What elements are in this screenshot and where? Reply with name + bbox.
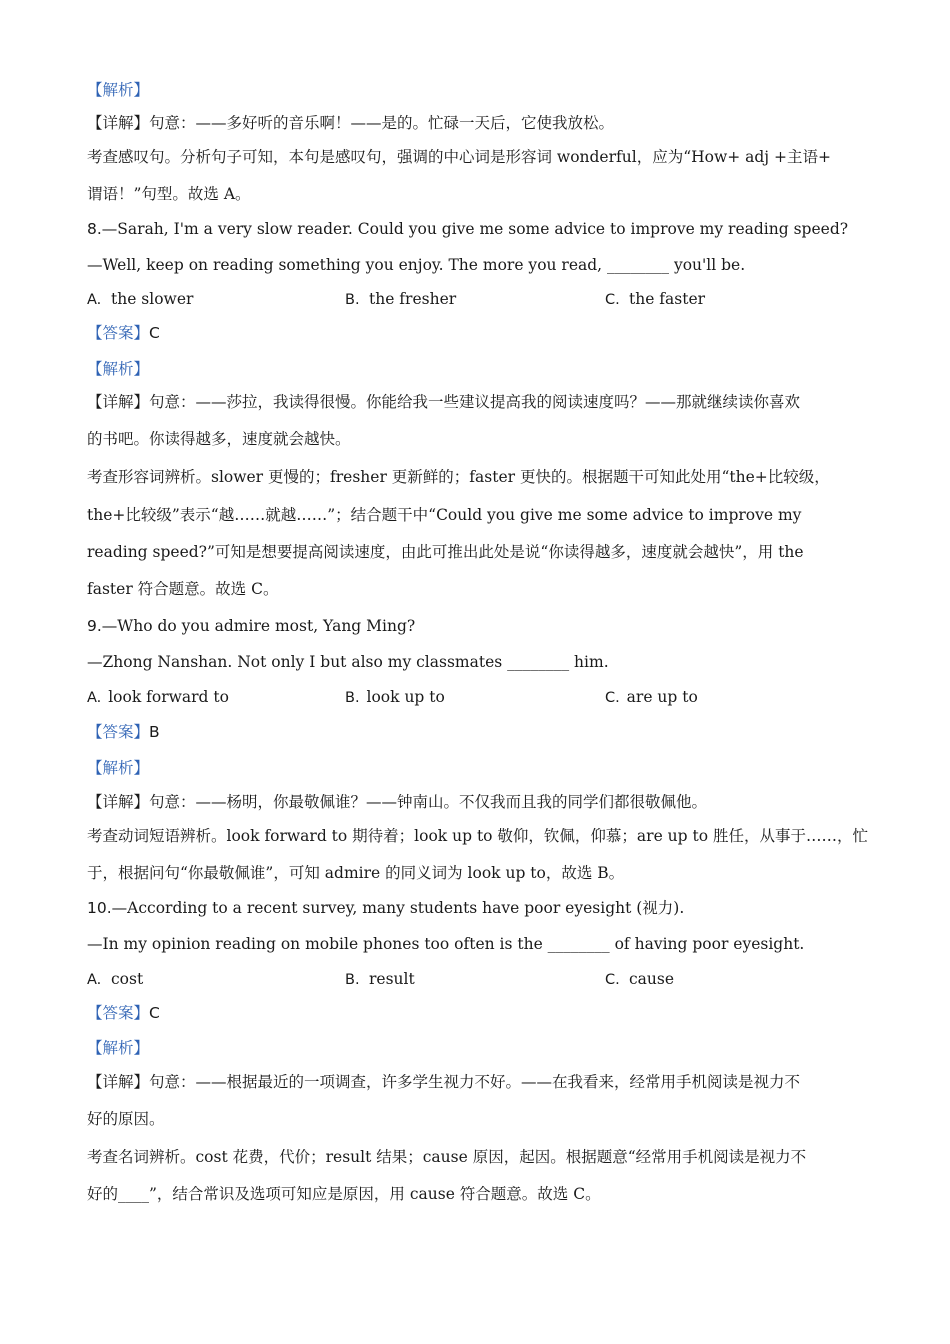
stem-text: —Sarah, I'm a very slow reader. Could you give me some advice to improve my reading speed? bbox=[101, 220, 849, 238]
detail-tag: 【详解】 bbox=[87, 393, 150, 411]
detail-text: 句意：——莎拉，我读得很慢。你能给我一些建议提高我的阅读速度吗？——那就继续读你喜欢 bbox=[149, 393, 801, 411]
answer-line bbox=[87, 722, 160, 742]
question-stem-line: —Well, keep on reading something you enjoy. The more you read, ________ you'll be. bbox=[87, 256, 746, 274]
answer-value: C bbox=[149, 324, 160, 342]
question-stem bbox=[87, 898, 684, 918]
stem-text: —According to a recent survey, many students have poor eyesight (视力). bbox=[111, 899, 685, 917]
explanation-line: 谓语！”句型。故选 A。 bbox=[87, 185, 251, 203]
option-b bbox=[345, 289, 456, 310]
option-a bbox=[87, 687, 229, 708]
option-letter: A. bbox=[87, 972, 102, 988]
option-letter: C. bbox=[605, 690, 620, 706]
question-number: 10. bbox=[87, 899, 112, 917]
option-letter: C. bbox=[605, 292, 620, 308]
detail-line: 的书吧。你读得越多，速度就会越快。 bbox=[87, 430, 351, 448]
detail-tag: 【详解】 bbox=[87, 793, 150, 811]
explanation-line: reading speed?”可知是想要提高阅读速度，由此可推出此处是说“你读得越多，速度就会越快”，用 the bbox=[87, 543, 804, 561]
analysis-tag: 【解析】 bbox=[87, 1039, 150, 1057]
question-number: 8. bbox=[87, 220, 102, 238]
detail-text: 句意：——杨明，你最敬佩谁？——钟南山。不仅我而且我的同学们都很敬佩他。 bbox=[149, 793, 708, 811]
detail-line bbox=[87, 392, 800, 412]
option-c bbox=[605, 687, 698, 708]
option-text: the slower bbox=[111, 290, 194, 308]
option-c bbox=[605, 969, 674, 990]
explanation-line: faster 符合题意。故选 C。 bbox=[87, 580, 279, 598]
detail-text: 句意：——多好听的音乐啊！——是的。忙碌一天后，它使我放松。 bbox=[149, 114, 615, 132]
explanation-line: 考查感叹句。分析句子可知，本句是感叹句，强调的中心词是形容词 wonderful，应为“How+ adj +主语+ bbox=[87, 148, 832, 166]
detail-line bbox=[87, 113, 614, 133]
question-number: 9. bbox=[87, 617, 102, 635]
option-a bbox=[87, 289, 193, 310]
option-c bbox=[605, 289, 705, 310]
analysis-tag: 【解析】 bbox=[87, 81, 150, 99]
option-text: result bbox=[369, 970, 415, 988]
answer-value: C bbox=[149, 1004, 160, 1022]
option-text: are up to bbox=[626, 688, 698, 706]
question-stem-line: —Zhong Nanshan. Not only I but also my classmates ________ him. bbox=[87, 653, 609, 671]
answer-value: B bbox=[149, 723, 160, 741]
explanation-line: 好的____”，结合常识及选项可知应是原因，用 cause 符合题意。故选 C。 bbox=[87, 1185, 601, 1203]
option-text: cause bbox=[629, 970, 675, 988]
answer-tag: 【答案】 bbox=[87, 324, 150, 342]
analysis-tag: 【解析】 bbox=[87, 360, 150, 378]
question-stem bbox=[87, 616, 415, 636]
option-text: cost bbox=[111, 970, 144, 988]
answer-tag: 【答案】 bbox=[87, 1004, 150, 1022]
explanation-line: 考查形容词辨析。slower 更慢的；fresher 更新鲜的；faster 更快的。根据题干可知此处用“the+比较级， bbox=[87, 468, 830, 486]
option-letter: A. bbox=[87, 292, 102, 308]
option-text: look forward to bbox=[108, 688, 229, 706]
detail-line bbox=[87, 792, 707, 812]
answer-tag: 【答案】 bbox=[87, 723, 150, 741]
option-text: look up to bbox=[366, 688, 445, 706]
analysis-tag: 【解析】 bbox=[87, 759, 150, 777]
answer-line bbox=[87, 1003, 160, 1023]
detail-line bbox=[87, 1072, 800, 1092]
stem-text: —Who do you admire most, Yang Ming? bbox=[101, 617, 416, 635]
detail-line: 好的原因。 bbox=[87, 1110, 165, 1128]
detail-tag: 【详解】 bbox=[87, 1073, 150, 1091]
detail-tag: 【详解】 bbox=[87, 114, 150, 132]
question-stem-line: —In my opinion reading on mobile phones too often is the ________ of having poor eyesight. bbox=[87, 935, 805, 953]
explanation-line: 考查名词辨析。cost 花费，代价；result 结果；cause 原因，起因。根据题意“经常用手机阅读是视力不 bbox=[87, 1148, 807, 1166]
explanation-line: the+比较级”表示“越……就越……”；结合题干中“Could you give me some advice to improve my bbox=[87, 506, 802, 524]
explanation-line: 于，根据问句“你最敬佩谁”，可知 admire 的同义词为 look up to，故选 B。 bbox=[87, 864, 625, 882]
option-b bbox=[345, 687, 445, 708]
detail-text: 句意：——根据最近的一项调查，许多学生视力不好。——在我看来，经常用手机阅读是视力不 bbox=[149, 1073, 801, 1091]
answer-line bbox=[87, 323, 160, 343]
option-letter: A. bbox=[87, 690, 102, 706]
option-b bbox=[345, 969, 415, 990]
question-stem bbox=[87, 219, 848, 239]
option-text: the fresher bbox=[369, 290, 457, 308]
option-letter: B. bbox=[345, 690, 360, 706]
option-letter: B. bbox=[345, 292, 360, 308]
option-letter: C. bbox=[605, 972, 620, 988]
option-a bbox=[87, 969, 143, 990]
option-letter: B. bbox=[345, 972, 360, 988]
option-text: the faster bbox=[629, 290, 706, 308]
explanation-line: 考查动词短语辨析。look forward to 期待着；look up to 敬仰，钦佩，仰慕；are up to 胜任，从事于……，忙 bbox=[87, 827, 869, 845]
